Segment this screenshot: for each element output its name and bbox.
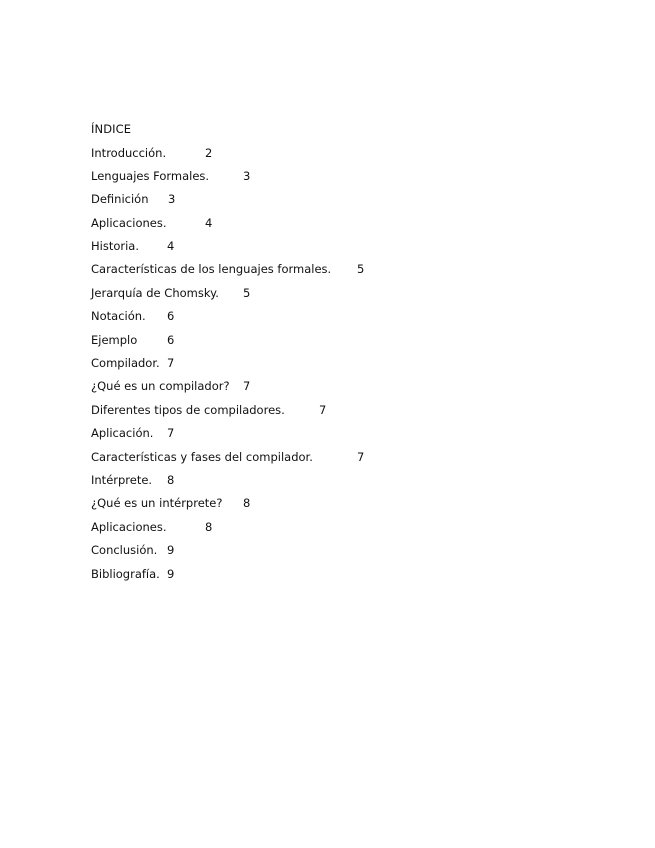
toc-entry-page: 7: [243, 379, 251, 394]
toc-entry-label: Compilador.: [91, 356, 160, 371]
toc-entry-page: 5: [357, 262, 365, 277]
toc-entry-label: Conclusión.: [91, 543, 158, 558]
toc-entry-label: Historia.: [91, 239, 140, 254]
toc-title: ÍNDICE: [91, 122, 132, 136]
toc-entry[interactable]: [91, 403, 411, 426]
toc-entry-page: 4: [205, 215, 213, 230]
toc-entry-page: 5: [243, 285, 251, 300]
toc-entry-label: Ejemplo: [91, 332, 138, 347]
toc-entry-page: 6: [167, 332, 175, 347]
toc-entry[interactable]: [91, 473, 411, 496]
table-of-contents: [91, 122, 411, 590]
toc-entry-label: Aplicación.: [91, 426, 154, 441]
toc-entry[interactable]: [91, 496, 411, 519]
toc-entry[interactable]: [91, 146, 411, 169]
toc-entry[interactable]: [91, 216, 411, 239]
toc-entry-label: Características y fases del compilador.: [91, 449, 313, 464]
toc-entry-page: 9: [167, 543, 175, 558]
toc-entry-label: Bibliografía.: [91, 566, 160, 581]
toc-entry-label: Introducción.: [91, 145, 167, 160]
toc-entry[interactable]: [91, 356, 411, 379]
toc-entry-label: Lenguajes Formales.: [91, 168, 210, 183]
toc-entry-page: 3: [243, 168, 251, 183]
toc-entry-label: Notación.: [91, 309, 146, 324]
toc-entry-page: 8: [167, 472, 175, 487]
toc-entry-label: Jerarquía de Chomsky.: [91, 285, 219, 300]
toc-entry-label: Aplicaciones.: [91, 215, 167, 230]
toc-entry-page: 7: [357, 449, 365, 464]
toc-entry[interactable]: [91, 450, 411, 473]
toc-entry-label: ¿Qué es un compilador?: [91, 379, 230, 394]
toc-entry-page: 9: [167, 566, 175, 581]
toc-entry-label: Intérprete.: [91, 472, 153, 487]
toc-entry-page: 7: [319, 402, 327, 417]
toc-entry-label: Características de los lenguajes formales.: [91, 262, 332, 277]
toc-entry-label: Diferentes tipos de compiladores.: [91, 402, 285, 417]
toc-entry-page: 6: [167, 309, 175, 324]
toc-entry[interactable]: [91, 309, 411, 332]
toc-entry-page: 8: [205, 519, 213, 534]
toc-entry[interactable]: [91, 262, 411, 285]
toc-entry-label: Aplicaciones.: [91, 519, 167, 534]
toc-entry-page: 8: [243, 496, 251, 511]
toc-entry-page: 7: [167, 356, 175, 371]
toc-entry[interactable]: [91, 520, 411, 543]
toc-entry-page: 3: [168, 192, 176, 207]
toc-entry[interactable]: [91, 333, 411, 356]
toc-entry-page: 4: [167, 239, 175, 254]
toc-entry[interactable]: [91, 192, 411, 215]
toc-entry[interactable]: [91, 567, 411, 590]
toc-entry[interactable]: [91, 286, 411, 309]
toc-entry[interactable]: [91, 169, 411, 192]
toc-entry[interactable]: [91, 426, 411, 449]
toc-entry-label: ¿Qué es un intérprete?: [91, 496, 223, 511]
toc-entry[interactable]: [91, 379, 411, 402]
toc-entry[interactable]: [91, 543, 411, 566]
toc-entry-page: 2: [205, 145, 213, 160]
toc-entry-label: Definición: [91, 192, 149, 207]
toc-entry[interactable]: [91, 239, 411, 262]
toc-entry-page: 7: [167, 426, 175, 441]
